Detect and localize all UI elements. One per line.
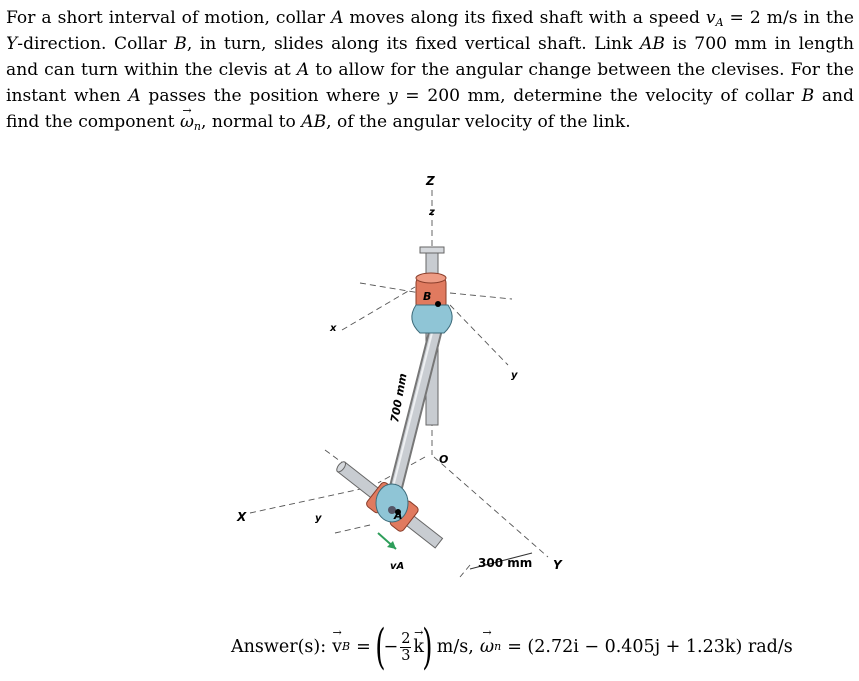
label-O: O	[439, 453, 449, 466]
label-X: X	[237, 510, 247, 524]
omega-value: = (2.72i − 0.405j + 1.23k) rad/s	[507, 637, 793, 657]
figure-labels	[236, 174, 563, 572]
velocity-arrow	[378, 533, 396, 549]
k-unit: → k	[413, 637, 424, 657]
label-vA: vA	[390, 561, 405, 572]
omega-symbol: → ω	[480, 637, 494, 657]
label-Y: Y	[553, 558, 562, 572]
label-Z: Z	[426, 174, 435, 188]
label-B: B	[423, 290, 432, 303]
minus-sign: −	[383, 637, 399, 657]
unit-ms: m/s,	[436, 637, 474, 657]
collar-b	[412, 273, 452, 333]
vB-symbol: → v	[332, 637, 342, 657]
label-x: x	[330, 323, 337, 334]
label-length: 700 mm	[388, 372, 410, 424]
answer-prefix: Answer(s):	[231, 637, 327, 657]
label-y-top: y	[511, 370, 518, 381]
answer-line: Answer(s): → v B = ( − $\frac{2}{3}$ → k ) m/s, → ω n = (2.72i − 0.405j + 1.23k) rad/s	[231, 617, 859, 677]
label-dist: 300 mm	[478, 556, 533, 570]
equals: =	[356, 637, 371, 657]
label-A: A	[394, 509, 403, 522]
problem-statement: For a short interval of motion, collar A moves along its fixed shaft with a speed $v_A = 2$ m/s in the Y-direction. Collar B, in turn, slides along its fixed vertical shaft. Link AB is 700 mm in length and can turn within the clevis at A to allow for the angular change between the clevises. For the instant when A passes the position where y = 200 mm, determine the velocity of collar B and find the component → $\omega_n$, normal to AB, of the angular velocity of the link.	[6, 5, 854, 135]
fraction: $\frac{2}{3}$	[401, 630, 411, 664]
mechanism-figure	[220, 165, 600, 585]
label-z: z	[429, 207, 435, 218]
label-y-left: y	[315, 513, 322, 524]
